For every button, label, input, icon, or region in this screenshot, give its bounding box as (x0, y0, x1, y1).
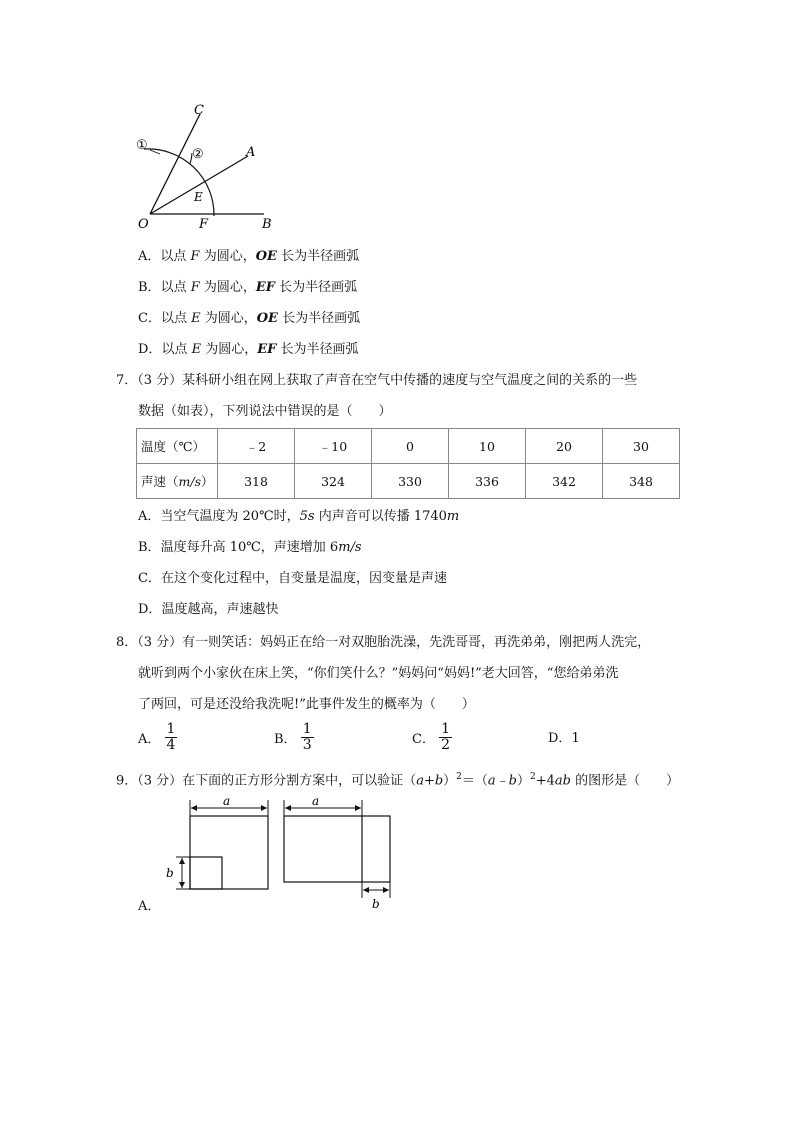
option-text: 以点 (160, 249, 191, 264)
math-var: a+b (416, 773, 444, 789)
option-letter: C． (138, 571, 161, 586)
option-text: 温度越高，声速越快 (161, 602, 279, 617)
option-letter: A． (138, 509, 161, 524)
option-text: 内声音可以传播 1740 (314, 509, 447, 524)
option-letter: B． (138, 540, 161, 555)
q8-stem-line2 (138, 665, 618, 683)
option-letter: B． (138, 280, 161, 295)
option-value: 1 (571, 731, 580, 746)
dim-label-a: a (223, 794, 231, 808)
option-text: 以点 (160, 311, 192, 326)
option-var: EF (255, 280, 276, 295)
fraction (165, 722, 178, 753)
square-partition-figure (160, 794, 410, 914)
q8-option-a (138, 722, 177, 753)
question-text: （3 分）某科研小组在网上获取了声音在空气中传播的速度与空气温度之间的关系的一些 (137, 373, 638, 388)
math-var: a﹣b (487, 773, 517, 789)
question-text: ＝（ (461, 773, 488, 789)
option-letter: A． (138, 249, 161, 264)
question-text: ） (443, 773, 457, 789)
option-text: 长为半径画弧 (276, 249, 360, 264)
question-text: +4 (535, 773, 555, 789)
option-text: 为圆心， (200, 311, 257, 326)
table-row (137, 464, 680, 499)
question-number: 9． (116, 773, 138, 789)
table-cell: ﹣10 (295, 429, 372, 464)
label-arc1: ① (136, 138, 148, 153)
label-F: F (199, 217, 209, 232)
dim-label-a: a (312, 794, 320, 808)
option-letter: C． (138, 311, 161, 326)
option-letter: C． (412, 732, 435, 747)
table-cell: 30 (603, 429, 680, 464)
q9-stem (116, 768, 679, 790)
table-cell: ﹣2 (218, 429, 295, 464)
q8-option-c (412, 722, 452, 753)
speed-temperature-table (136, 428, 680, 499)
question-text: （3 分）有一则笑话：妈妈正在给一对双胞胎洗澡，先洗哥哥，再洗弟弟，刚把两人洗完， (137, 635, 651, 650)
math-var: ab (554, 773, 571, 789)
q6-option-b (138, 279, 357, 297)
option-text: 为圆心， (199, 280, 256, 295)
angle-construction-figure (130, 98, 290, 238)
fraction-numerator: 1 (302, 721, 312, 737)
table-cell: 342 (526, 464, 603, 499)
header-text: ） (201, 474, 214, 489)
q6-option-d (138, 341, 359, 359)
option-var: m (446, 509, 460, 524)
option-letter: A． (138, 732, 161, 747)
q7-option-a (138, 508, 459, 526)
dim-label-b: b (166, 866, 174, 880)
option-text: 为圆心， (199, 249, 256, 264)
q6-option-c (138, 310, 360, 328)
q9-option-a-label (138, 898, 160, 916)
q8-stem-line3 (138, 696, 475, 714)
question-text: 的图形是（ ） (571, 773, 680, 789)
table-cell: 10 (449, 429, 526, 464)
option-var: E (191, 342, 202, 357)
q7-stem-line1 (116, 372, 637, 390)
option-text: 为圆心， (201, 342, 258, 357)
label-arc2: ② (192, 147, 204, 162)
option-text: 温度每升高 10℃，声速增加 6 (160, 540, 339, 555)
option-letter: B． (274, 732, 297, 747)
fraction (439, 722, 452, 753)
dim-label-b: b (372, 897, 380, 911)
q7-stem-line2 (138, 403, 392, 421)
question-text: 数据（如表），下列说法中错误的是（ ） (138, 404, 392, 419)
q7-option-c (138, 570, 447, 588)
question-text: （3 分）在下面的正方形分割方案中，可以验证（ (137, 773, 417, 789)
exponent: 2 (530, 772, 536, 782)
table-cell: 336 (449, 464, 526, 499)
q7-option-b (138, 539, 362, 557)
fraction-numerator: 1 (166, 721, 176, 737)
table-row (137, 429, 680, 464)
table-header-speed (137, 464, 218, 499)
question-text: 就听到两个小家伙在床上笑，“你们笑什么？”妈妈问“妈妈!”老大回答，“您给弟弟洗 (138, 666, 619, 681)
option-letter: A． (138, 899, 161, 914)
option-letter: D． (138, 342, 162, 357)
table-header-temperature: 温度（℃） (137, 429, 218, 464)
option-text: 以点 (161, 342, 192, 357)
table-cell: 20 (526, 429, 603, 464)
table-cell: 318 (218, 464, 295, 499)
option-var: F (190, 249, 200, 264)
option-text: 长为半径画弧 (275, 280, 358, 295)
exponent: 2 (456, 772, 462, 782)
leader-1 (150, 150, 160, 154)
option-text: 当空气温度为 20℃时， (160, 509, 300, 524)
option-text: 长为半径画弧 (277, 311, 361, 326)
question-number: 7． (116, 373, 138, 388)
left-square (190, 816, 268, 889)
option-var: F (190, 280, 200, 295)
header-text: 声速（ (141, 474, 179, 489)
option-var: EF (257, 342, 277, 357)
table-cell: 330 (372, 464, 449, 499)
table-cell: 0 (372, 429, 449, 464)
label-A: A (246, 145, 256, 160)
right-square (284, 816, 390, 882)
header-unit: m/s (178, 474, 201, 489)
option-text: 长为半径画弧 (276, 342, 359, 357)
option-letter: D． (548, 731, 572, 746)
fraction (301, 722, 314, 753)
label-O: O (138, 217, 149, 232)
fraction-denominator: 2 (441, 737, 451, 753)
question-text: 了两回，可是还没给我洗呢!”此事件发生的概率为（ ） (138, 697, 475, 712)
fraction-denominator: 4 (166, 737, 176, 753)
question-number: 8． (116, 635, 138, 650)
question-text: ） (517, 773, 531, 789)
fraction-numerator: 1 (441, 721, 451, 737)
option-var: OE (256, 311, 278, 326)
left-inner-square (190, 857, 222, 889)
q6-option-a (138, 248, 359, 266)
label-B: B (262, 217, 272, 232)
option-text: 以点 (160, 280, 191, 295)
option-text: 在这个变化过程中，自变量是温度，因变量是声速 (160, 571, 447, 586)
option-letter: D． (138, 602, 162, 617)
label-C: C (194, 103, 204, 118)
option-var: m/s (338, 540, 362, 555)
q8-option-d (548, 730, 580, 748)
label-E: E (194, 190, 203, 204)
table-cell: 348 (603, 464, 680, 499)
q8-option-b (274, 722, 314, 753)
option-var: 5s (299, 509, 315, 524)
option-var: OE (255, 249, 277, 264)
table-cell: 324 (295, 464, 372, 499)
q7-option-d (138, 601, 278, 619)
option-var: E (191, 311, 201, 326)
fraction-denominator: 3 (302, 737, 312, 753)
q8-stem-line1 (116, 634, 650, 652)
